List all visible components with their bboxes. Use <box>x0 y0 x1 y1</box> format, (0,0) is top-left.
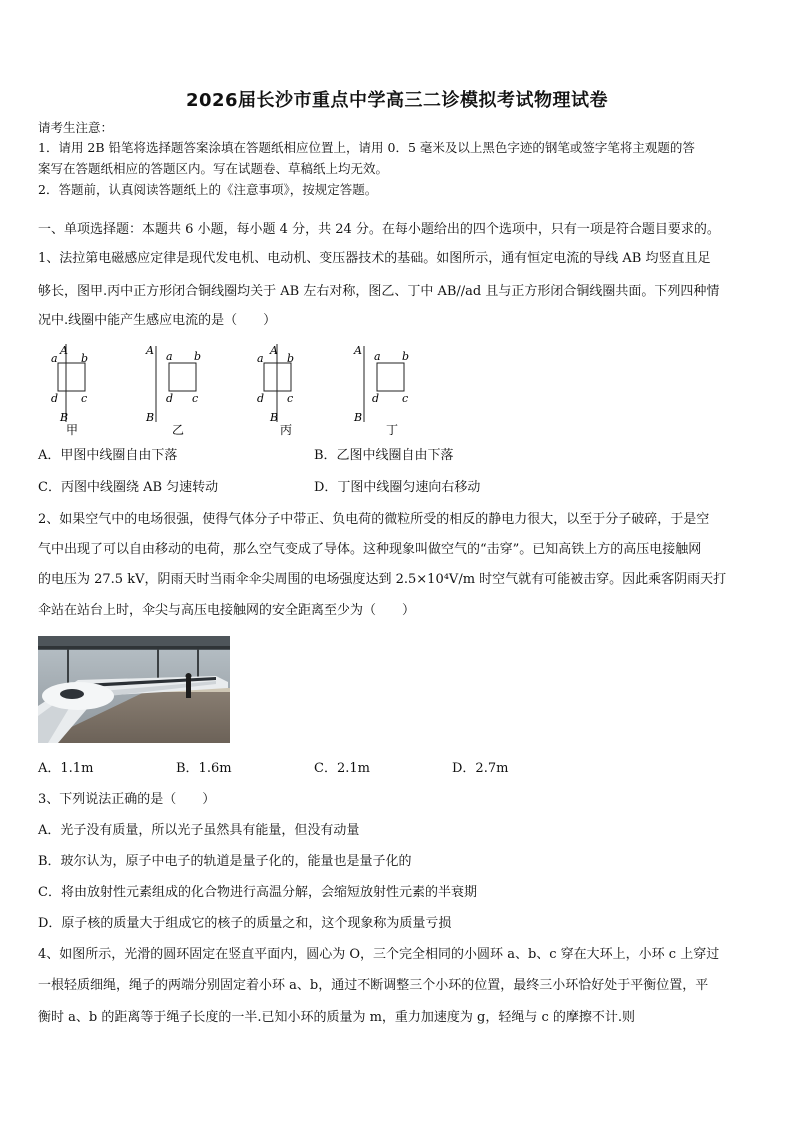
figure-name: 乙 <box>172 423 185 437</box>
wire-label-a-upper: A <box>354 344 362 357</box>
notice-item-1-line-2: 案写在答题纸相应的答题区内。写在试题卷、草稿纸上均无效。 <box>38 161 389 176</box>
question-3-option-c: C．将由放射性元素组成的化合物进行高温分解，会缩短放射性元素的半衰期 <box>38 885 477 900</box>
wire-label-a-upper: A <box>60 344 68 357</box>
question-1-option-c: C．丙图中线圈绕 AB 匀速转动 <box>38 480 219 495</box>
coil-corner-a: a <box>51 352 58 365</box>
question-1-line-2: 够长，图甲.丙中正方形闭合铜线圈均关于 AB 左右对称，图乙、丁中 AB//ad 且与正方形闭合铜线圈共面。下列四种情 <box>38 284 720 299</box>
question-2-line-3: 的电压为 27.5 kV，阴雨天时当雨伞伞尖周围的电场强度达到 2.5×10⁴V/m 时空气就有可能被击穿。因此乘客阴雨天打 <box>38 572 727 587</box>
question-1-line-3: 况中.线圈中能产生感应电流的是（ ） <box>38 313 277 328</box>
question-1-option-a: A．甲图中线圈自由下落 <box>38 448 178 463</box>
figure-yi <box>144 342 214 437</box>
wire-label-a-upper: A <box>146 344 154 357</box>
wire-label-b-lower: B <box>146 411 155 424</box>
coil-corner-a: a <box>374 350 381 363</box>
question-2-option-d: D．2.7m <box>452 761 509 776</box>
figure-name: 丙 <box>280 423 293 437</box>
coil-corner-b: b <box>287 352 295 365</box>
question-2-line-1: 2、如果空气中的电场很强，使得气体分子中带正、负电荷的微粒所受的相反的静电力很大，以至于分子破碎，于是空 <box>38 512 710 527</box>
coil-corner-d: d <box>51 392 59 405</box>
question-1-line-1: 1、法拉第电磁感应定律是现代发电机、电动机、变压器技术的基础。如图所示，通有恒定电流的导线 AB 均竖直且足 <box>38 251 711 266</box>
question-4-line-2: 一根轻质细绳，绳子的两端分别固定着小环 a、b，通过不断调整三个小环的位置，最终三小环恰好处于平衡位置，平 <box>38 978 709 993</box>
coil-corner-b: b <box>194 350 202 363</box>
figure-name: 丁 <box>386 423 399 437</box>
figure-bing <box>256 342 316 437</box>
section-heading: 一、单项选择题：本题共 6 小题，每小题 4 分，共 24 分。在每小题给出的四个选项中，只有一项是符合题目要求的。 <box>38 222 720 237</box>
coil-corner-d: d <box>372 392 380 405</box>
coil-corner-c: c <box>287 392 294 405</box>
notice-item-1-line-1: 1．请用 2B 铅笔将选择题答案涂填在答题纸相应位置上，请用 0．5 毫米及以上黑色字迹的钢笔或签字笔将主观题的答 <box>38 140 695 155</box>
figure-jia <box>50 342 110 437</box>
coil-corner-c: c <box>192 392 199 405</box>
wire-label-b-lower: B <box>60 411 69 424</box>
question-3-option-a: A．光子没有质量，所以光子虽然具有能量，但没有动量 <box>38 823 360 838</box>
wire-label-a-upper: A <box>270 344 278 357</box>
question-1-option-d: D．丁图中线圈匀速向右移动 <box>314 480 481 495</box>
coil-corner-d: d <box>257 392 265 405</box>
question-4-line-1: 4、如图所示，光滑的圆环固定在竖直平面内，圆心为 O，三个完全相同的小圆环 a、b、c 穿在大环上，小环 c 上穿过 <box>38 947 720 962</box>
question-2-option-c: C．2.1m <box>314 761 370 776</box>
question-3-option-d: D．原子核的质量大于组成它的核子的质量之和，这个现象称为质量亏损 <box>38 916 452 931</box>
coil-corner-c: c <box>81 392 88 405</box>
question-3-option-b: B．玻尔认为，原子中电子的轨道是量子化的，能量也是量子化的 <box>38 854 412 869</box>
question-2-option-a: A．1.1m <box>38 761 94 776</box>
figure-name: 甲 <box>66 423 79 437</box>
question-1-option-b: B．乙图中线圈自由下落 <box>314 448 454 463</box>
question-2-line-2: 气中出现了可以自由移动的电荷，那么空气变成了导体。这种现象叫做空气的“击穿”。已知高铁上方的高压电接触网 <box>38 542 702 557</box>
question-3-stem: 3、下列说法正确的是（ ） <box>38 792 216 807</box>
question-4-line-3: 衡时 a、b 的距离等于绳子长度的一半.已知小环的质量为 m，重力加速度为 g，轻绳与 c 的摩擦不计.则 <box>38 1010 636 1025</box>
wire-label-b-lower: B <box>270 411 279 424</box>
notice-item-2: 2．答题前，认真阅读答题纸上的《注意事项》，按规定答题。 <box>38 182 378 197</box>
coil-corner-b: b <box>81 352 89 365</box>
coil-corner-d: d <box>166 392 174 405</box>
question-2-option-b: B．1.6m <box>176 761 232 776</box>
figure-ding <box>350 342 420 437</box>
notice-heading: 请考生注意： <box>38 120 114 135</box>
coil-corner-a: a <box>257 352 264 365</box>
page-title: 2026届长沙市重点中学高三二诊模拟考试物理试卷 <box>185 90 609 111</box>
train-platform-photo <box>38 636 230 743</box>
question-2-line-4: 伞站在站台上时，伞尖与高压电接触网的安全距离至少为（ ） <box>38 603 416 618</box>
coil-corner-c: c <box>402 392 409 405</box>
coil-corner-b: b <box>402 350 410 363</box>
wire-label-b-lower: B <box>354 411 363 424</box>
coil-corner-a: a <box>166 350 173 363</box>
